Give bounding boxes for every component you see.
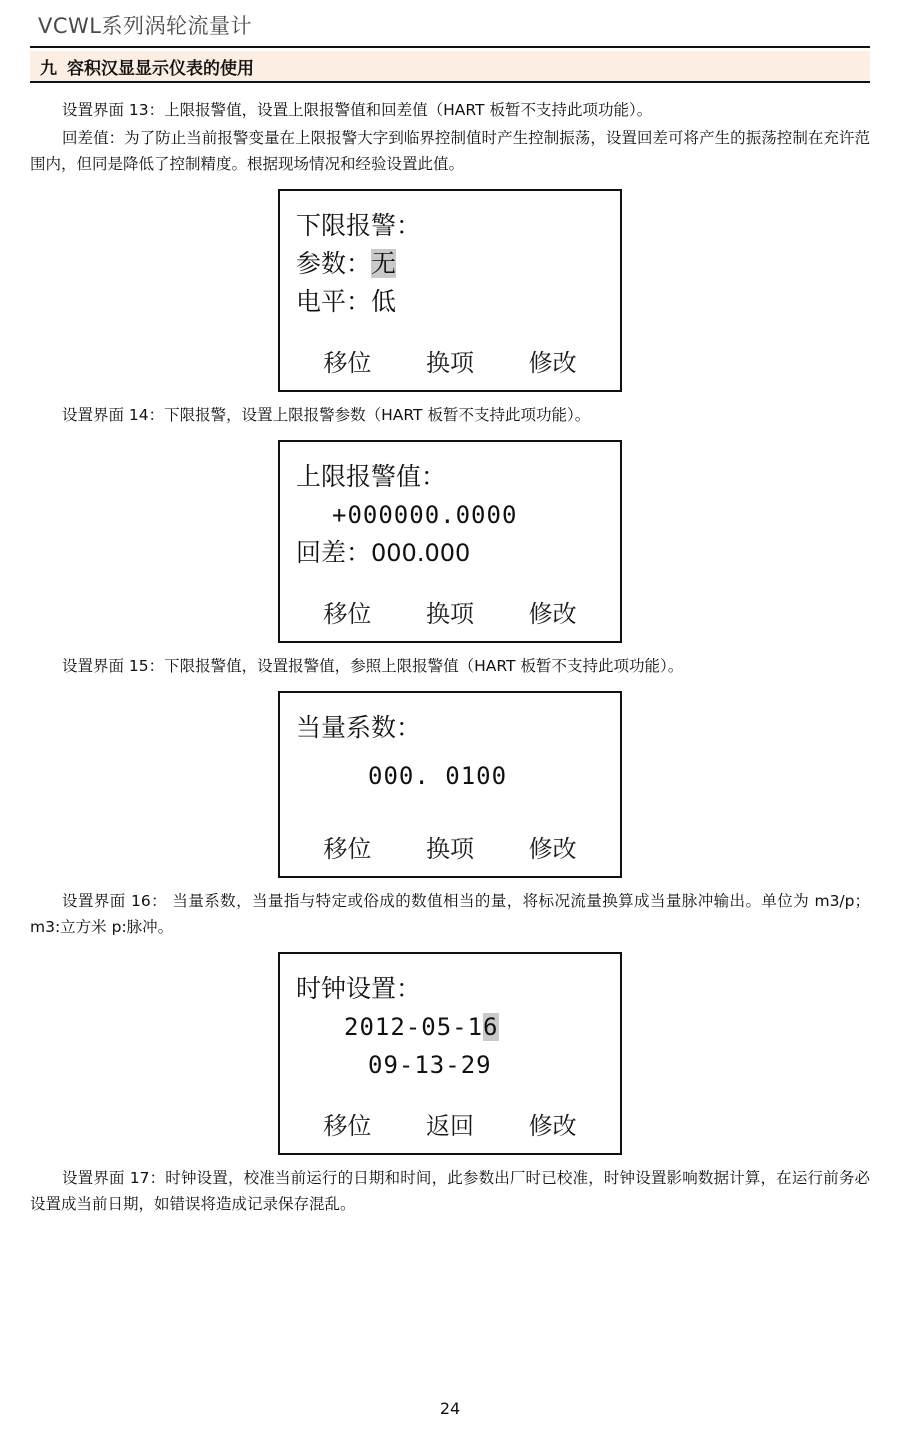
- softkey-modify[interactable]: 修改: [528, 1112, 577, 1140]
- paragraph-setting-16: 设置界面 16： 当量系数，当量指与特定或俗成的数值相当的量，将标况流量换算成当量脉冲输出。单位为 m3/p； m3:立方米 p:脉冲。: [30, 892, 870, 936]
- lcd-title: 时钟设置：: [296, 974, 422, 1003]
- document-header-title: VCWL系列涡轮流量计: [38, 14, 252, 38]
- lower-alarm-screen: [278, 189, 622, 392]
- lcd-softkeys: [296, 590, 604, 631]
- lcd-spacer: [296, 1084, 604, 1102]
- lcd-softkeys: [296, 339, 604, 380]
- lcd-panel-lower-alarm-wrap: [30, 189, 870, 392]
- lcd-row-date: [296, 1008, 604, 1046]
- softkey-back[interactable]: 返回: [425, 1112, 474, 1140]
- lcd-row-level-value: 低: [371, 287, 397, 316]
- section-title: 容积汉显显示仪表的使用: [67, 58, 254, 79]
- lcd-row-parameter-label: 参数：: [296, 249, 372, 278]
- lcd-row-hysteresis-label: 回差：: [296, 538, 372, 567]
- lcd-row-date-value: 2012-05-1: [344, 1013, 484, 1041]
- lcd-spacer: [296, 572, 604, 590]
- lcd-spacer: [296, 795, 604, 825]
- clock-setting-screen: [278, 952, 622, 1155]
- paragraph-hysteresis: 回差值：为了防止当前报警变量在上限报警大字到临界控制值时产生控制振荡，设置回差可将产生的振荡控制在充许范围内，但同是降低了控制精度。根据现场情况和经验设置此值。: [30, 129, 870, 173]
- lcd-softkeys: [296, 1102, 604, 1143]
- softkey-modify[interactable]: 修改: [528, 349, 577, 377]
- softkey-modify[interactable]: 修改: [528, 600, 577, 628]
- lcd-title: 下限报警：: [296, 211, 422, 240]
- paragraph-setting-13: 设置界面 13：上限报警值，设置上限报警值和回差值（HART 板暂不支持此项功能）。: [62, 101, 653, 119]
- softkey-shift[interactable]: 移位: [323, 600, 372, 628]
- lcd-row-level-label: 电平：: [296, 287, 372, 316]
- lcd-row-level: [296, 283, 604, 321]
- softkey-next[interactable]: 换项: [425, 835, 474, 863]
- lcd-row-alarm-value: +000000.0000: [332, 501, 518, 529]
- lcd-row-time: 09-13-29: [368, 1051, 492, 1079]
- softkey-shift[interactable]: 移位: [323, 349, 372, 377]
- softkey-next[interactable]: 换项: [425, 600, 474, 628]
- lcd-row-equivalent-value: 000. 0100: [368, 762, 508, 790]
- upper-alarm-value-screen: [278, 440, 622, 643]
- section-divider: [30, 81, 870, 83]
- equivalent-coefficient-screen: [278, 691, 622, 878]
- lcd-spacer: [296, 747, 604, 757]
- lcd-panel-equivalent-wrap: [30, 691, 870, 878]
- softkey-shift[interactable]: 移位: [323, 1112, 372, 1140]
- lcd-row-hysteresis: [296, 534, 604, 572]
- softkey-shift[interactable]: 移位: [323, 835, 372, 863]
- lcd-title: 当量系数：: [296, 713, 422, 742]
- paragraph-setting-17: 设置界面 17：时钟设置，校准当前运行的日期和时间，此参数出厂时已校准，时钟设置影响数据计算，在运行前务必设置成当前日期，如错误将造成记录保存混乱。: [30, 1169, 870, 1213]
- lcd-spacer: [296, 321, 604, 339]
- lcd-row-hysteresis-value: 000.000: [371, 539, 471, 567]
- lcd-title: 上限报警值：: [296, 462, 447, 491]
- softkey-next[interactable]: 换项: [425, 349, 474, 377]
- paragraph-setting-14: 设置界面 14：下限报警，设置上限报警参数（HART 板暂不支持此项功能）。: [62, 406, 591, 424]
- softkey-modify[interactable]: 修改: [528, 835, 577, 863]
- page-number: 24: [439, 1399, 461, 1418]
- header-divider: [30, 46, 870, 48]
- lcd-row-parameter: [296, 245, 604, 283]
- section-heading: [30, 51, 870, 81]
- section-number: 九: [40, 58, 57, 79]
- lcd-softkeys: [296, 825, 604, 866]
- lcd-row-parameter-value: 无: [371, 249, 397, 278]
- paragraph-setting-15: 设置界面 15：下限报警值，设置报警值，参照上限报警值（HART 板暂不支持此项功能）。: [62, 657, 684, 675]
- lcd-row-date-cursor: 6: [483, 1013, 499, 1041]
- lcd-panel-upper-alarm-wrap: [30, 440, 870, 643]
- lcd-panel-clock-wrap: [30, 952, 870, 1155]
